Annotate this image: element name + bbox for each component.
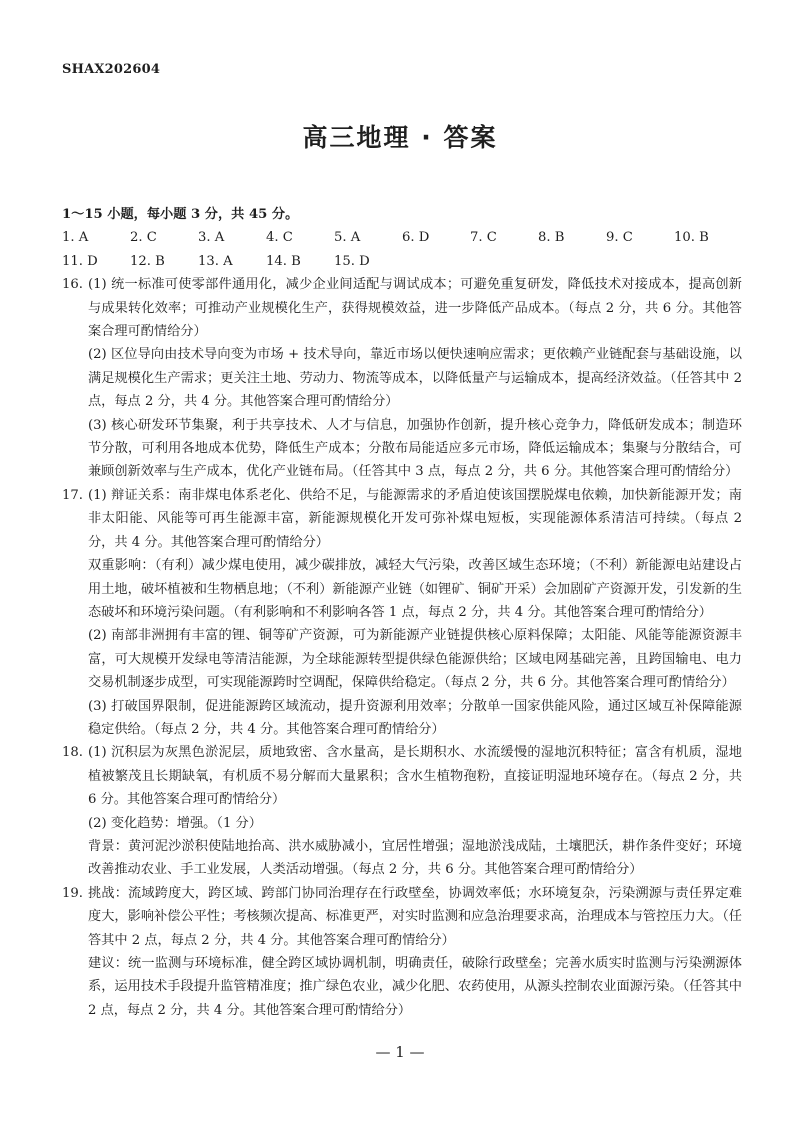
mcq-answer: 12. B — [130, 253, 165, 269]
mcq-answer: 7. C — [470, 230, 497, 246]
page-title: 高三地理 · 答案 — [302, 123, 498, 152]
answer-part: (1) 统一标准可使零部件通用化，减少企业间适配与调试成本；可避免重复研发，降低技术对接成本，提高创新与成果转化效率；可推动产业规模化生产，获得规模效益，进一步降低产品成本。（每点 2 分，共 6 分。其他答案合理可酌情给分） — [88, 277, 742, 340]
page-number: — 1 — — [375, 1043, 425, 1061]
answer-content — [62, 203, 742, 1022]
answer-part: 双重影响：（有利）减少煤电使用，减少碳排放，减轻大气污染，改善区域生态环境；（不利）新能源电站建设占用土地，破坏植被和生物栖息地；（不利）新能源产业链（如锂矿、铜矿开采）会加剧矿产资源开发，引发新的生态破坏和环境污染问题。（有利影响和不利影响各答 1 点，每点 2 分，共 4 分。其他答案合理可酌情给分） — [88, 558, 742, 620]
mcq-answer: 9. C — [606, 230, 633, 246]
question-number: 16. — [62, 277, 83, 293]
answer-part: (3) 打破国界限制，促进能源跨区域流动，提升资源利用效率；分散单一国家供能风险，通过区域互补保障能源稳定供给。（每点 2 分，共 4 分。其他答案合理可酌情给分） — [88, 698, 742, 737]
mcq-answer: 5. A — [334, 230, 361, 246]
mcq-answer: 1. A — [62, 230, 89, 246]
answer-part: (2) 南部非洲拥有丰富的锂、铜等矿产资源，可为新能源产业链提供核心原料保障；太阳能、风能等能源资源丰富，可大规模开发绿电等清洁能源，为全球能源转型提供绿色能源供给；区域电网基础完善，且跨国输电、电力交易机制逐步成型，可实现能源跨时空调配，保障供给稳定。（每点 2 分，共 6 分。其他答案合理可酌情给分） — [88, 628, 742, 691]
mcq-section — [62, 203, 742, 273]
mcq-header: 1～15 小题，每小题 3 分，共 45 分。 — [62, 207, 299, 222]
mcq-answer-row-2 — [62, 250, 742, 273]
mcq-answer: 13. A — [198, 253, 233, 269]
mcq-answer: 15. D — [334, 253, 370, 269]
question-17-answer — [62, 484, 742, 741]
question-18-answer — [62, 741, 742, 881]
answer-part: (2) 变化趋势：增强。（1 分） — [88, 815, 262, 831]
document-code: SHAX202604 — [62, 62, 161, 77]
mcq-answer: 4. C — [266, 230, 293, 246]
question-number: 19. — [62, 885, 83, 901]
question-19-answer — [62, 882, 742, 1022]
answer-part: (1) 辩证关系：南非煤电体系老化、供给不足，与能源需求的矛盾迫使该国摆脱煤电依赖，加快新能源开发；南非太阳能、风能等可再生能源丰富，新能源规模化开发可弥补煤电短板，实现能源体系清洁可持续。（每点 2 分，共 4 分。其他答案合理可酌情给分） — [88, 487, 742, 550]
answer-part: 挑战：流域跨度大，跨区域、跨部门协同治理存在行政壁垒，协调效率低；水环境复杂，污染溯源与责任界定难度大，影响补偿公平性；考核频次提高、标准更严，对实时监测和应急治理要求高，治理成本与管控压力大。（任答其中 2 点，每点 2 分，共 4 分。其他答案合理可酌情给分） — [88, 885, 742, 948]
question-number: 18. — [62, 745, 83, 761]
answer-part: (3) 核心研发环节集聚，利于共享技术、人才与信息，加强协作创新，提升核心竞争力，降低研发成本；制造环节分散，可利用各地成本优势，降低生产成本；分散布局能适应多元市场，降低运输成本；集聚与分散结合，可兼顾创新效率与生产成本，优化产业链布局。（任答其中 3 点，每点 2 分，共 6 分。其他答案合理可酌情给分） — [88, 417, 742, 480]
mcq-answer: 8. B — [538, 230, 565, 246]
mcq-answer-row-1 — [62, 226, 742, 249]
question-16-answer — [62, 273, 742, 484]
mcq-answer: 14. B — [266, 253, 301, 269]
mcq-answer: 2. C — [130, 230, 157, 246]
answer-part: (2) 区位导向由技术导向变为市场 + 技术导向，靠近市场以便快速响应需求；更依赖产业链配套与基础设施，以满足规模化生产需求；更关注土地、劳动力、物流等成本，以降低量产与运输成本，提高经济效益。（任答其中 2 点，每点 2 分，共 4 分。其他答案合理可酌情给分） — [88, 347, 742, 410]
mcq-answer: 3. A — [198, 230, 225, 246]
mcq-answer: 10. B — [674, 230, 709, 246]
question-number: 17. — [62, 487, 83, 503]
answer-part: 背景：黄河泥沙淤积使陆地抬高、洪水威胁减小，宜居性增强；湿地淤浅成陆，土壤肥沃，耕作条件变好；环境改善推动农业、手工业发展，人类活动增强。（每点 2 分，共 6 分。其他答案合理可酌情给分） — [88, 838, 742, 878]
mcq-answer: 6. D — [402, 230, 430, 246]
answer-part: 建议：统一监测与环境标准，健全跨区域协调机制，明确责任，破除行政壁垒；完善水质实时监测与污染溯源体系，运用技术手段提升监管精准度；推广绿色农业，减少化肥、农药使用，从源头控制农业面源污染。（任答其中 2 点，每点 2 分，共 4 分。其他答案合理可酌情给分） — [88, 956, 742, 1018]
answer-part: (1) 沉积层为灰黑色淤泥层，质地致密、含水量高，是长期积水、水流缓慢的湿地沉积特征；富含有机质，湿地植被繁茂且长期缺氧，有机质不易分解而大量累积；含水生植物孢粉，直接证明湿地环境存在。（每点 2 分，共 6 分。其他答案合理可酌情给分） — [88, 745, 742, 808]
mcq-answer: 11. D — [62, 253, 98, 269]
